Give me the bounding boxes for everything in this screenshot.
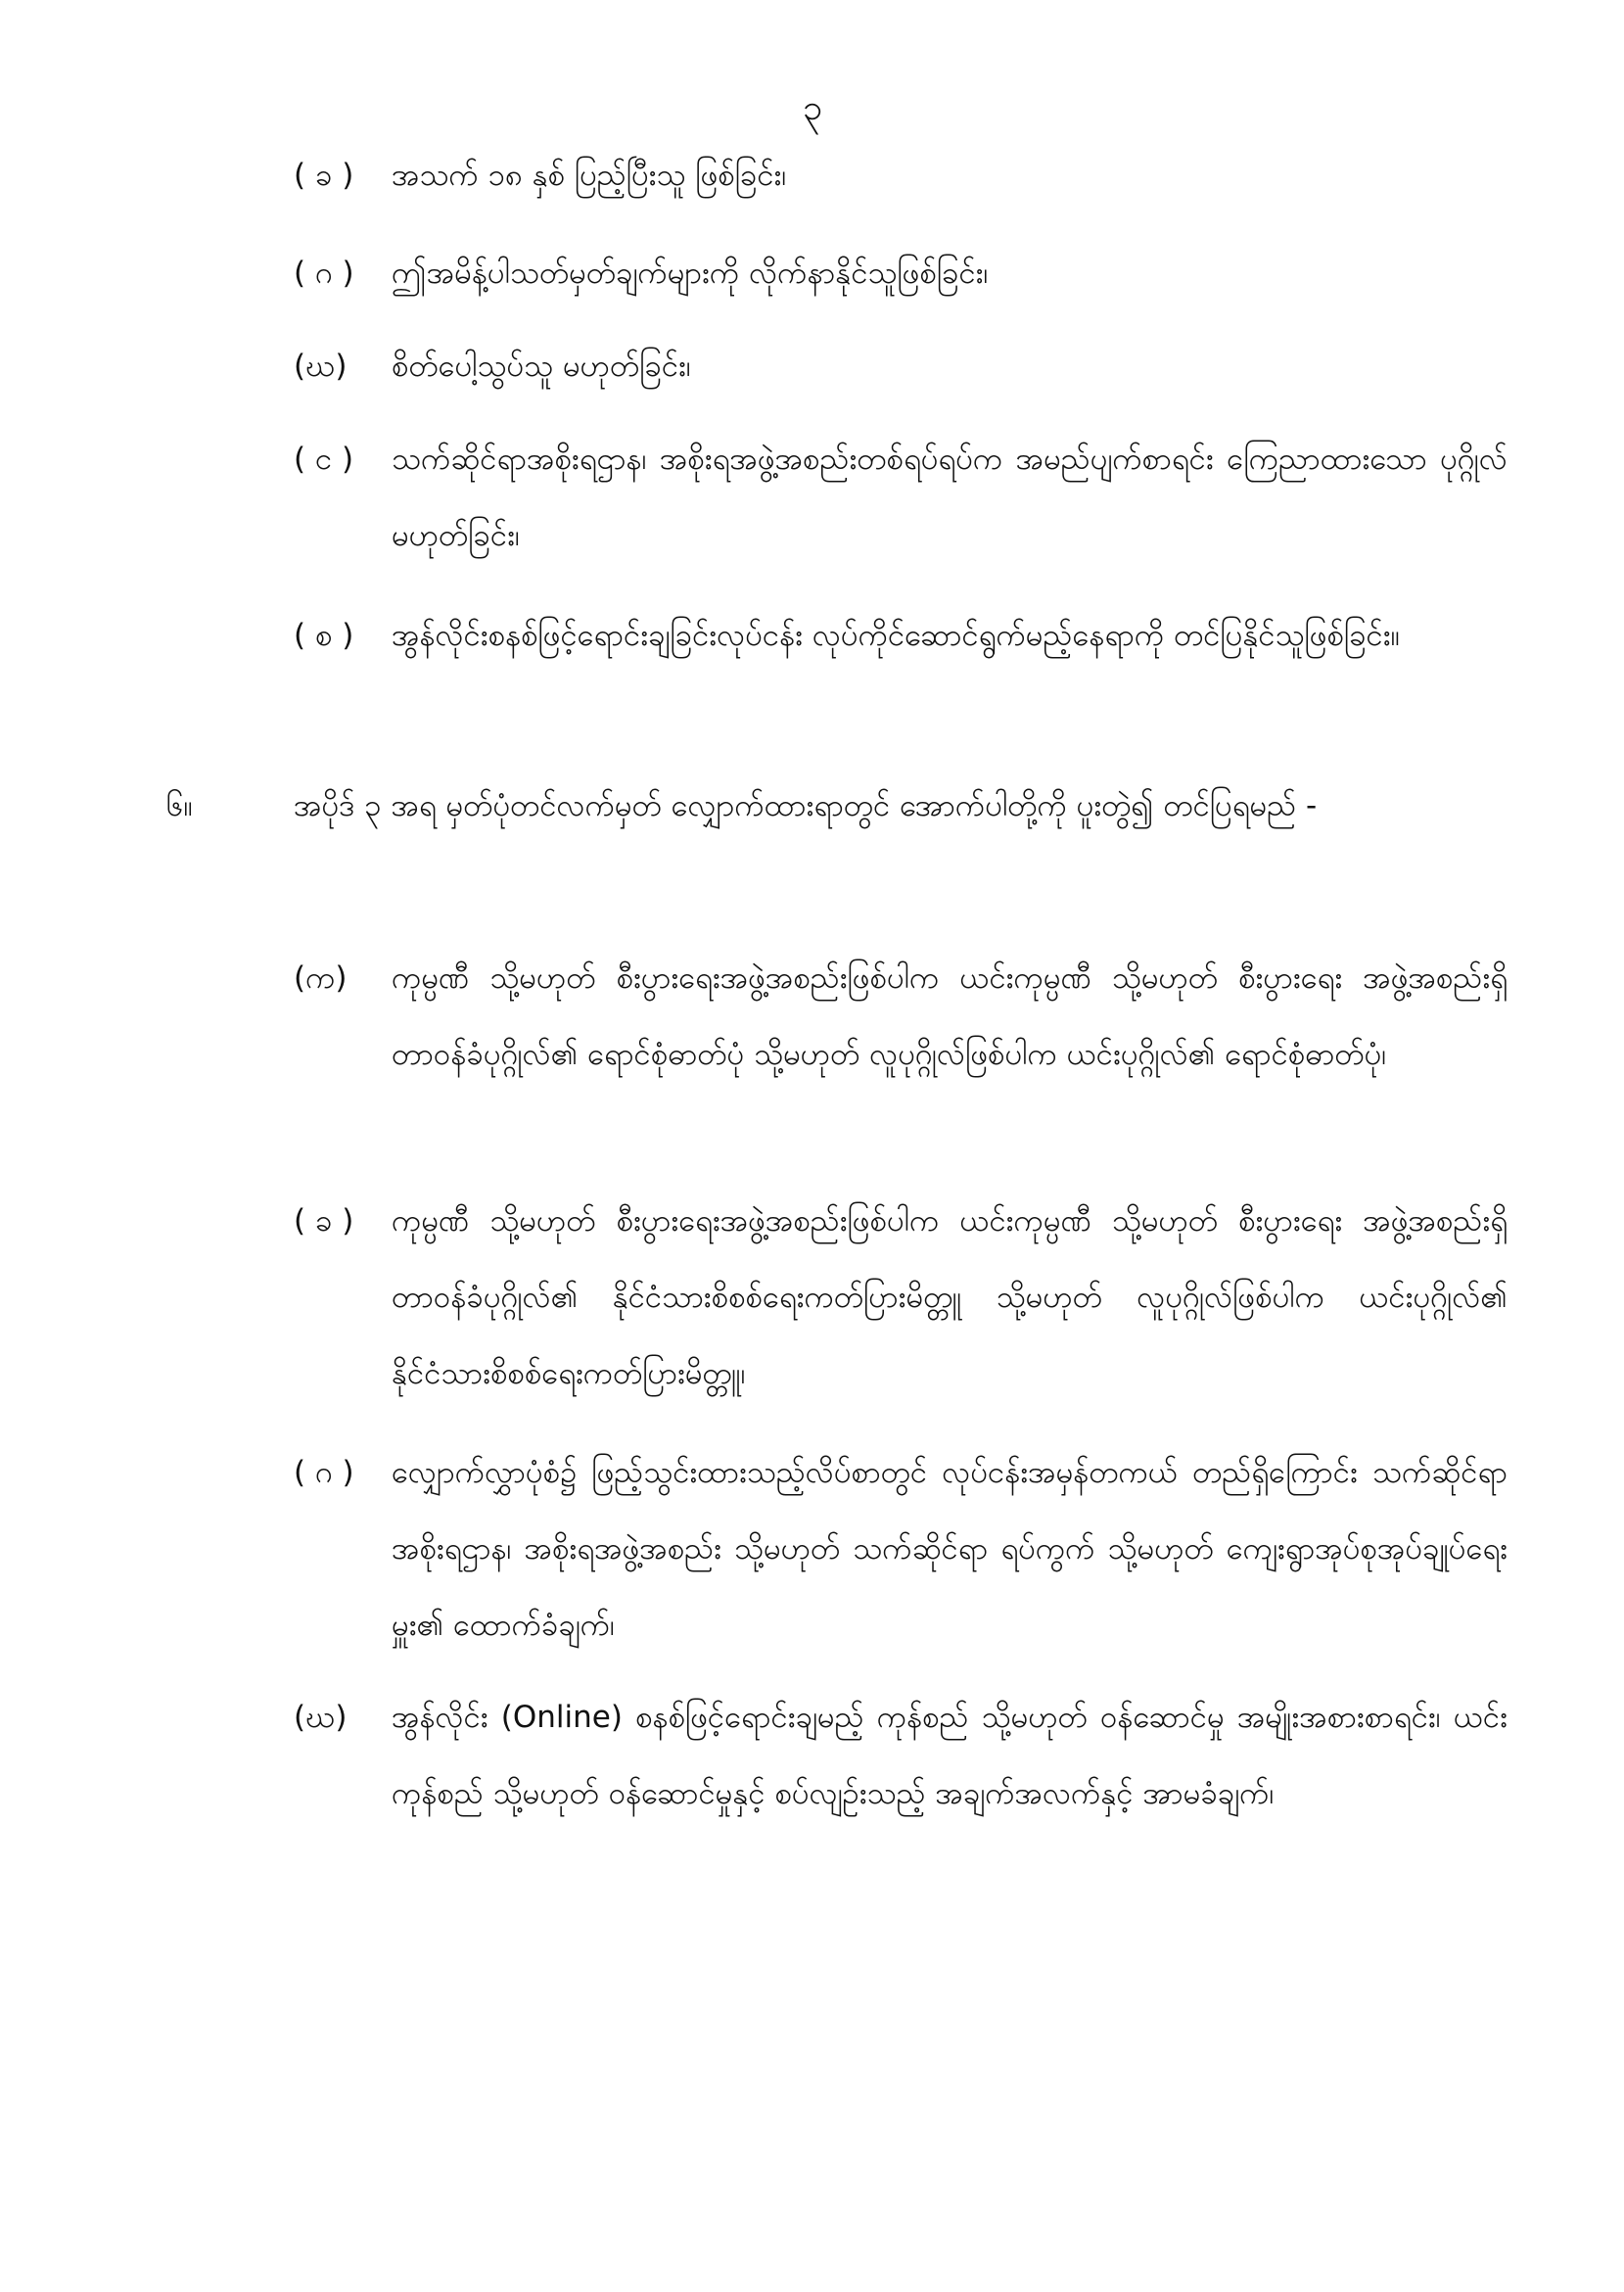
list-item	[294, 137, 1508, 215]
paragraph-6	[166, 766, 1508, 932]
list-item	[294, 940, 1508, 1175]
list-item	[294, 328, 1508, 406]
paragraph-text: အပိုဒ် ၃ အရ မှတ်ပုံတင်လက်မှတ် လျှောက်ထားရာတွင် အောက်ပါတို့ကို ပူးတွဲ၍ တင်ပြရမည် -	[294, 788, 1318, 823]
item-label: ( စ )	[294, 618, 354, 653]
item-label: (ဃ)	[294, 349, 348, 384]
list-item	[294, 1434, 1508, 1669]
list-item	[294, 421, 1508, 578]
paragraph-number: ၆။	[166, 788, 193, 823]
item-text: သက်ဆိုင်ရာအစိုးရဌာန၊ အစိုးရအဖွဲ့အစည်းတစ်ရပ်ရပ်က အမည်ပျက်စာရင်း ကြေညာထားသော ပုဂ္ဂိုလ်မဟုတ်ခြင်း၊	[392, 442, 1508, 553]
item-label: ( ဂ )	[294, 1455, 354, 1490]
item-text: အွန်လိုင်းစနစ်ဖြင့်ရောင်းချခြင်းလုပ်ငန်း လုပ်ကိုင်ဆောင်ရွက်မည့်နေရာကို တင်ပြနိုင်သူဖြစ်ခြင်း။	[392, 618, 1400, 653]
item-label: ( င )	[294, 442, 354, 477]
item-text: ကုမ္ပဏီ သို့မဟုတ် စီးပွားရေးအဖွဲ့အစည်းဖြစ်ပါက ယင်းကုမ္ပဏီ သို့မဟုတ် စီးပွားရေး အဖွဲ့အစည်းရှိ တာဝန်ခံပုဂ္ဂိုလ်၏ နိုင်ငံသားစိစစ်ရေးကတ်ပြားမိတ္တူ သို့မဟုတ် လူပုဂ္ဂိုလ်ဖြစ်ပါက ယင်းပုဂ္ဂိုလ်၏ နိုင်ငံသားစိစစ်ရေးကတ်ပြားမိတ္တူ၊	[392, 1203, 1508, 1391]
item-text: အသက် ၁၈ နှစ် ပြည့်ပြီးသူ ဖြစ်ခြင်း၊	[392, 158, 787, 193]
item-label: (ဃ)	[294, 1700, 348, 1735]
list-item	[294, 597, 1508, 754]
page-number: ၃	[802, 88, 823, 128]
item-label: ( ဂ )	[294, 256, 354, 291]
list-item	[294, 235, 1508, 313]
item-label: (က)	[294, 960, 348, 996]
list-item	[294, 1679, 1508, 1914]
item-label: ( ခ )	[294, 1203, 354, 1239]
list-item	[294, 1183, 1508, 1418]
item-text: စိတ်ပေါ့သွပ်သူ မဟုတ်ခြင်း၊	[392, 349, 691, 384]
item-text: ဤအမိန့်ပါသတ်မှတ်ချက်များကို လိုက်နာနိုင်သူဖြစ်ခြင်း၊	[392, 256, 989, 291]
item-label: ( ခ )	[294, 158, 354, 193]
item-text: ကုမ္ပဏီ သို့မဟုတ် စီးပွားရေးအဖွဲ့အစည်းဖြစ်ပါက ယင်းကုမ္ပဏီ သို့မဟုတ် စီးပွားရေး အဖွဲ့အစည်းရှိ တာဝန်ခံပုဂ္ဂိုလ်၏ ရောင်စုံဓာတ်ပုံ သို့မဟုတ် လူပုဂ္ဂိုလ်ဖြစ်ပါက ယင်းပုဂ္ဂိုလ်၏ ရောင်စုံဓာတ်ပုံ၊	[392, 960, 1508, 1072]
item-text: အွန်လိုင်း (Online) စနစ်ဖြင့်ရောင်းချမည့် ကုန်စည် သို့မဟုတ် ဝန်ဆောင်မှု အမျိုးအစားစာရင်း၊ ယင်းကုန်စည် သို့မဟုတ် ဝန်ဆောင်မှုနှင့် စပ်လျဉ်းသည့် အချက်အလက်နှင့် အာမခံချက်၊	[392, 1700, 1508, 1811]
item-text: လျှောက်လွှာပုံစံ၌ ဖြည့်သွင်းထားသည့်လိပ်စာတွင် လုပ်ငန်းအမှန်တကယ် တည်ရှိကြောင်း သက်ဆိုင်ရာ အစိုးရဌာန၊ အစိုးရအဖွဲ့အစည်း သို့မဟုတ် သက်ဆိုင်ရာ ရပ်ကွက် သို့မဟုတ် ကျေးရွာအုပ်စုအုပ်ချုပ်ရေးမှူး၏ ထောက်ခံချက်၊	[392, 1455, 1508, 1643]
